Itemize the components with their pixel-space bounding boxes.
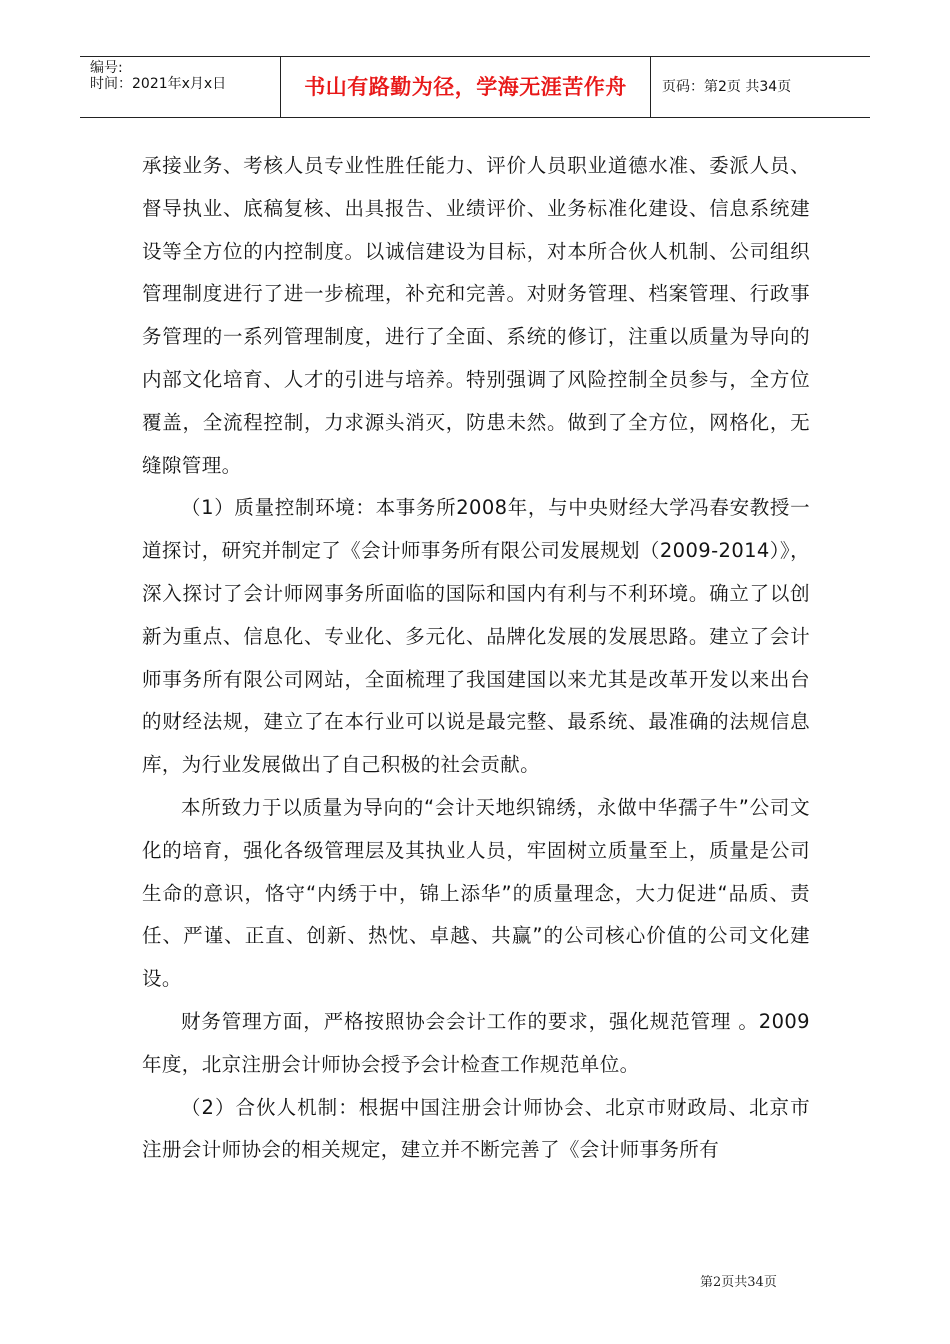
document-body (142, 145, 810, 1172)
body-paragraph: 本所致力于以质量为导向的“会计天地织锦绣，永做中华孺子牛”公司文化的培育，强化各级管理层及其执业人员，牢固树立质量至上，质量是公司生命的意识，恪守“内绣于中，锦上添华”的质量理念，大力促进“品质、责任、严谨、正直、创新、热忱、卓越、共赢”的公司核心价值的公司文化建设。 (142, 795, 810, 991)
body-paragraph: （2）合伙人机制：根据中国注册会计师协会、北京市财政局、北京市注册会计师协会的相关规定，建立并不断完善了《会计师事务所有 (142, 1095, 810, 1162)
page-header (80, 56, 870, 118)
time-label: 时间：2021年x月x日 (90, 76, 227, 92)
header-page-code: 页码：第2页 共34页 (662, 79, 792, 95)
header-motto: 书山有路勤为径，学海无涯苦作舟 (304, 75, 627, 99)
serial-label: 编号: (90, 60, 123, 76)
header-meta (90, 60, 280, 92)
body-paragraph: 承接业务、考核人员专业性胜任能力、评价人员职业道德水准、委派人员、督导执业、底稿复核、出具报告、业绩评价、业务标准化建设、信息系统建设等全方位的内控制度。以诚信建设为目标，对本所合伙人机制、公司组织管理制度进行了进一步梳理，补充和完善。对财务管理、档案管理、行政事务管理的一系列管理制度，进行了全面、系统的修订，注重以质量为导向的内部文化培育、人才的引进与培养。特别强调了风险控制全员参与，全方位覆盖，全流程控制，力求源头消灭，防患未然。做到了全方位，网格化，无缝隙管理。 (142, 154, 810, 477)
header-divider (650, 57, 651, 117)
body-paragraph: （1）质量控制环境：本事务所2008年，与中央财经大学冯春安教授一道探讨，研究并制定了《会计师事务所有限公司发展规划（2009-2014）》，深入探讨了会计师网事务所面临的国际和国内有利与不利环境。确立了以创新为重点、信息化、专业化、多元化、品牌化发展的发展思路。建立了会计师事务所有限公司网站，全面梳理了我国建国以来尤其是改革开发以来出台的财经法规，建立了在本行业可以说是最完整、最系统、最准确的法规信息库，为行业发展做出了自己积极的社会贡献。 (142, 496, 810, 777)
body-paragraph: 财务管理方面，严格按照协会会计工作的要求，强化规范管理 。2009年度，北京注册会计师协会授予会计检查工作规范单位。 (142, 1009, 810, 1076)
page-footer-number: 第2页共34页 (700, 1275, 777, 1290)
